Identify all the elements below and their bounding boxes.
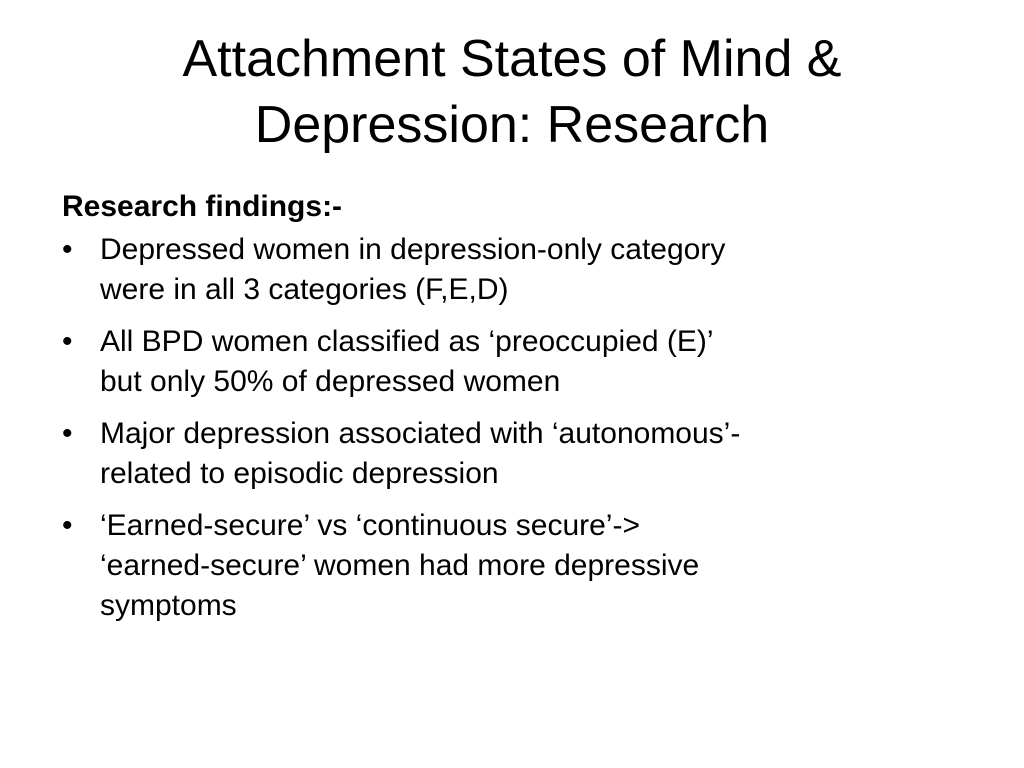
bullet-line: but only 50% of depressed women: [100, 365, 561, 398]
findings-list: [62, 230, 972, 626]
slide-title-line-2: Depression: Research: [254, 96, 770, 154]
bullet-line: All BPD women classified as ‘preoccupied (E)’: [100, 325, 714, 358]
bullet-text: [100, 230, 972, 310]
bullet-text: [100, 414, 972, 494]
bullet-dot-icon: •: [62, 509, 73, 542]
list-item: [62, 506, 972, 626]
bullet-dot-icon: •: [62, 325, 73, 358]
research-findings-heading: Research findings:-: [62, 190, 343, 223]
bullet-text: [100, 322, 972, 402]
bullet-dot-icon: •: [62, 417, 73, 450]
bullet-line: symptoms: [100, 589, 237, 622]
slide-body: [62, 186, 972, 638]
bullet-line: ‘Earned-secure’ vs ‘continuous secure’->: [100, 509, 640, 542]
bullet-dot-icon: •: [62, 233, 73, 266]
slide-title: [0, 26, 1024, 158]
list-item: [62, 322, 972, 402]
list-item: [62, 230, 972, 310]
bullet-line: were in all 3 categories (F,E,D): [100, 273, 509, 306]
list-item: [62, 414, 972, 494]
bullet-line: related to episodic depression: [100, 457, 499, 490]
bullet-text: [100, 506, 972, 626]
bullet-line: ‘earned-secure’ women had more depressive: [100, 549, 700, 582]
slide-title-line-1: Attachment States of Mind &: [182, 30, 842, 88]
bullet-line: Depressed women in depression-only category: [100, 233, 726, 266]
bullet-line: Major depression associated with ‘autonomous’-: [100, 417, 741, 450]
